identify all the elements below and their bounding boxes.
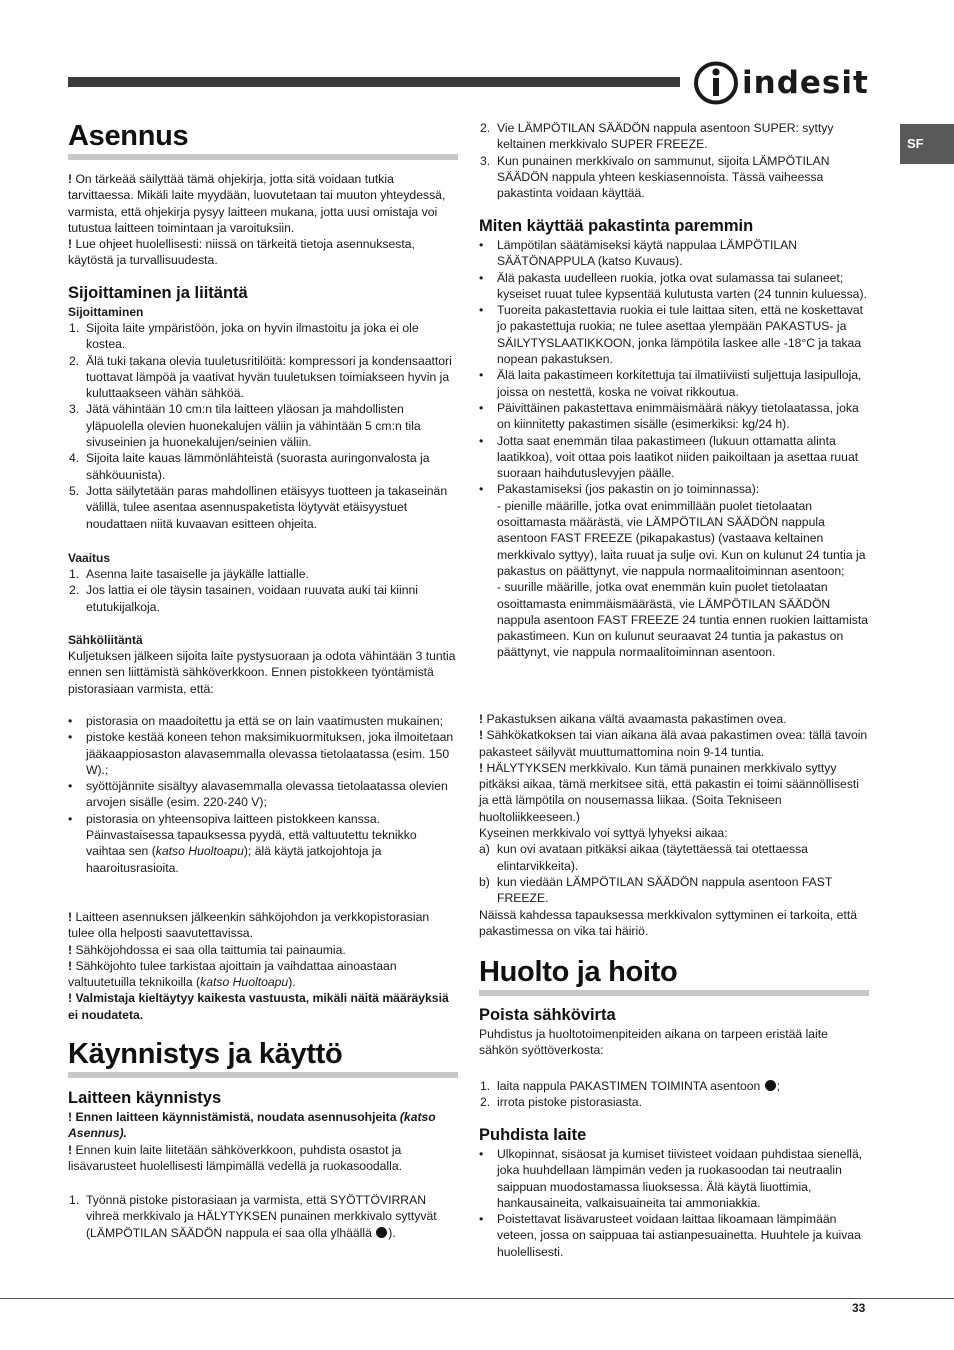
list-item: 4. Sijoita laite kauas lämmönlähteistä (suorasta auringonvalosta ja sähköuunista). xyxy=(69,451,430,482)
numbered-list xyxy=(479,120,869,201)
list-item: • Päivittäinen pakastettava enimmäismäärä näkyy tietolaatassa, joka on kiinnitetty pakastimen sisälle (esimerkiksi: kg/24 h). xyxy=(479,400,859,432)
list-item: 2. irrota pistoke pistorasiasta. xyxy=(480,1095,642,1110)
cross-reference: (katso Asennus). xyxy=(68,1110,436,1141)
section-rule xyxy=(68,1072,458,1078)
page-title-huolto: Huolto ja hoito xyxy=(479,956,678,988)
section-heading: Sijoittaminen ja liitäntä xyxy=(68,284,248,302)
numbered-list xyxy=(68,566,458,615)
list-item: a) kun ovi avataan pitkäksi aikaa (täytettäessä tai otettaessa elintarvikkeita). xyxy=(479,842,808,873)
huolto-heading-block xyxy=(479,956,869,996)
vaaitus-section xyxy=(68,550,458,615)
list-item: • Pakastamiseksi (jos pakastin on jo toiminnassa): - pienille määrille, jotka ovat enimmillään puolet tietolaatan osoittamasta määrästä, vie LÄMPÖTILAN SÄÄDÖN nappula asentoon FAST FREEZE (pikapakastus) (vastaava keltainen merkkivalo syttyy), laita ruuat ja sulje ovi. Kun on kulunut 24 tuntia ja pakastus on päättynyt, vie nappula normaalitoiminnan asentoon; - suurille määrille, jotka ovat enemmän kuin puolet tietolaatan osoittamasta enimmäismäärästä, vie LÄMPÖTILAN SÄÄDÖN nappula asentoon FAST FREEZE 24 tuntia ennen ruokien laittamista pakastimeen. Kun on kulunut seuraavat 24 tuntia ja pakastus on päättynyt, vie nappula normaalitoiminnan asentoon. xyxy=(479,482,869,660)
warning-paragraph: ! Pakastuksen aikana vältä avaamasta pakastimen ovea. xyxy=(479,712,787,726)
list-item: b) kun viedään LÄMPÖTILAN SÄÄDÖN nappula asentoon FAST FREEZE. xyxy=(479,874,833,906)
footer-rule xyxy=(0,1298,954,1299)
cross-reference: katso Huoltoapu xyxy=(155,844,244,859)
body-paragraph: Puhdistus ja huoltotoimenpiteiden aikana on tarpeen eristää laite sähkön syöttöverkosta: xyxy=(479,1027,828,1058)
list-item: • Tuoreita pakastettavia ruokia ei tule laittaa siten, että ne koskettavat jo pakastettuja ruokia; ne tulee asettaa ylempään PAKASTUS- ja SÄILYTYSLAATIKKOON, jonka lämpötila laskee alle -18°C ja takaa nopean pakastuksen. xyxy=(479,303,864,367)
asennus-heading-block xyxy=(68,120,458,160)
section-heading: Puhdista laite xyxy=(479,1126,587,1144)
knob-position-icon xyxy=(376,1227,387,1238)
bullet-list xyxy=(479,1146,869,1260)
numbered-list xyxy=(68,1192,458,1241)
list-item: 2. Jos lattia ei ole täysin tasainen, voidaan ruuvata auki tai kiinni etutukijalkoja. xyxy=(69,583,418,614)
warning-paragraph: ! Laitteen asennuksen jälkeenkin sähköjohdon ja verkkopistorasian tulee olla helposti saavutettavissa. xyxy=(68,910,430,941)
list-item: • Jotta saat enemmän tilaa pakastimeen (lukuun ottamatta alinta laatikkoa), voit ottaa pois laatikot niiden paikoiltaan ja asettaa ruuat suoraan haihdutuslevyjen päälle. xyxy=(479,433,859,481)
list-item: 2. Vie LÄMPÖTILAN SÄÄDÖN nappula asentoon SUPER: syttyy keltainen merkkivalo SUPER FREEZE. xyxy=(480,121,834,152)
cross-reference: katso Huoltoapu xyxy=(200,975,289,990)
kaynnistys-steps-continued xyxy=(479,120,869,201)
sahkoliitanta-checklist xyxy=(68,713,458,876)
numbered-list xyxy=(68,320,458,532)
body-paragraph: Kuljetuksen jälkeen sijoita laite pystysuoraan ja odota vähintään 3 tuntia ennen sen liittämistä sähköverkkoon. Ennen pistokkeen työntämistä pistorasiaan varmista, että: xyxy=(68,649,456,696)
sijoittaminen-section xyxy=(68,284,458,532)
warning-paragraph: ! Sähkökatkoksen tai vian aikana älä avaa pakastimen ovea: tällä tavoin pakasteet säilyvät muuttumattomina noin 9-14 tuntia. xyxy=(479,728,868,759)
list-item: • pistorasia on yhteensopiva laitteen pistokkeen kanssa. Päinvastaisessa tapauksessa pyydä, että valtuutettu teknikko vaihtaa sen (katso Huoltoapu); älä käytä jatkojohtoja ja haaroitusrasioita. xyxy=(68,811,417,875)
warning-paragraph: ! HÄLYTYKSEN merkkivalo. Kun tämä punainen merkkivalo syttyy pitkäksi aikaa, tämä merkitsee sitä, että pakastin ei toimi säännöllisesti ja että lämpötila on nousemassa liikaa. (Soita Tekniseen huoltoliikkeeseen.) xyxy=(479,760,860,824)
knob-position-icon xyxy=(765,1080,776,1091)
kaynnistys-section xyxy=(68,1089,458,1174)
section-rule xyxy=(68,154,458,160)
brand-mark-icon xyxy=(694,60,742,106)
list-item: 2. Älä tuki takana olevia tuuletusritilöitä: kompressori ja kondensaattori tuottavat lämpöä ja vaativat hyvän tuuletuksen toimiakseen hyvin ja kuluttaakseen vähän sähköä. xyxy=(69,353,452,401)
kaynnistys-steps xyxy=(68,1192,458,1241)
language-tab: SF xyxy=(900,124,954,164)
page-number: 33 xyxy=(852,1301,866,1315)
list-item: 1. laita nappula PAKASTIMEN TOIMINTA asentoon ; xyxy=(480,1079,781,1093)
list-item: • pistorasia on maadoitettu ja että se on lain vaatimusten mukainen; xyxy=(68,714,444,728)
page-title-kaytto: Käynnistys ja käyttö xyxy=(68,1038,343,1070)
warning-paragraph: ! Sähköjohdossa ei saa olla taittumia tai painaumia. xyxy=(68,942,346,957)
indesit-logo xyxy=(694,60,870,106)
list-item: • pistoke kestää koneen tehon maksimikuormituksen, joka ilmoitetaan jääkaappiosaston alavasemmalla olevassa tietolaatassa (esim. 150 W).; xyxy=(68,730,454,777)
list-item: 5. Jotta säilytetään paras mahdollinen etäisyys tuotteen ja takaseinän välillä, tulee asentaa asennuspaketista löytyvät etäisyystuet noudattaen niitä kuvaavan esitteen ohjeita. xyxy=(69,483,448,531)
miten-section xyxy=(479,217,869,661)
list-item: • Älä pakasta uudelleen ruokia, jotka ovat sulamassa tai sulaneet; kyseiset ruuat tulee kypsentää kulutusta varten (24 tunnin kuluessa). xyxy=(479,270,867,301)
poista-section xyxy=(479,1006,869,1059)
intro-paragraph: ! On tärkeää säilyttää tämä ohjekirja, jotta sitä voidaan tutkia tarvittaessa. Mikäli laite myydään, luovutetaan tai muuton yhteydessä, varmista, että ohjekirja pysyy laitteen mukana, jotta uusi omistaja voi tutustua laitteen toimintaan ja varoituksiin. xyxy=(68,172,446,235)
lettered-list xyxy=(479,841,869,906)
warning-mark: ! xyxy=(68,172,76,186)
page-title-asennus: Asennus xyxy=(68,120,189,152)
body-paragraph: Näissä kahdessa tapauksessa merkkivalon syttyminen ei tarkoita, että pakastimessa on vika tai häiriö. xyxy=(479,907,857,938)
body-paragraph: Kyseinen merkkivalo voi syttyä lyhyeksi aikaa: xyxy=(479,826,728,841)
poista-steps xyxy=(479,1078,869,1111)
puhdista-section xyxy=(479,1126,869,1260)
list-item: 1. Työnnä pistoke pistorasiaan ja varmista, että SYÖTTÖVIRRAN vihreä merkkivalo ja HÄLYTYKSEN punainen merkkivalo syttyvät (LÄMPÖTILAN SÄÄDÖN nappula ei saa olla ylhäällä ). xyxy=(69,1193,437,1240)
list-item: 1. Sijoita laite ympäristöön, joka on hyvin ilmastoitu ja joka ei ole kostea. xyxy=(69,321,419,352)
subsection-heading: Vaaitus xyxy=(68,551,111,565)
list-item: 1. Asenna laite tasaiselle ja jäykälle lattialle. xyxy=(69,567,309,581)
bullet-list xyxy=(479,237,869,661)
freezer-notes xyxy=(479,711,869,939)
section-heading: Poista sähkövirta xyxy=(479,1006,616,1024)
intro-paragraph: ! Lue ohjeet huolellisesti: niissä on tärkeitä tietoja asennuksesta, käytöstä ja turvallisuudesta. xyxy=(68,237,415,268)
numbered-list xyxy=(479,1078,869,1111)
sahkoliitanta-section xyxy=(68,632,458,697)
list-item: • Älä laita pakastimeen korkitettuja tai ilmatiiviisti suljettuja lasipulloja, joissa on nestettä, koska ne voivat rikkoutua. xyxy=(479,368,862,399)
warning-paragraph: ! Valmistaja kieltäytyy kaikesta vastuusta, mikäli näitä määräyksiä ei noudateta. xyxy=(68,991,449,1022)
section-heading: Miten käyttää pakastinta paremmin xyxy=(479,217,754,235)
warning-paragraph: ! Ennen laitteen käynnistämistä, noudata asennusohjeita (katso Asennus). xyxy=(68,1110,436,1141)
section-heading: Laitteen käynnistys xyxy=(68,1089,222,1107)
subsection-heading: Sähköliitäntä xyxy=(68,633,143,647)
warning-paragraph: ! Ennen kuin laite liitetään sähköverkkoon, puhdista osastot ja lisävarusteet huolellisesti lämpimällä vedellä ja ruokasoodalla. xyxy=(68,1142,402,1173)
section-rule xyxy=(479,990,869,996)
bullet-list xyxy=(68,713,458,876)
warning-paragraph: ! Sähköjohto tulee tarkistaa ajoittain ja vaihdattaa ainoastaan valtuutetuilla teknikoilla (katso Huoltoapu). xyxy=(68,958,397,990)
header-rule xyxy=(68,77,680,87)
warning-mark: ! xyxy=(68,237,76,252)
brand-name: indesit xyxy=(742,65,869,101)
safety-warnings xyxy=(68,909,458,1023)
list-item: • Ulkopinnat, sisäosat ja kumiset tiivisteet voidaan puhdistaa sienellä, joka huuhdellaan lämpimän veden ja ruokasoodan tai neutraalin saippuan muodostamassa liuoksessa. Älä käytä liuottimia, hankausaineita, valkaisuaineita tai ammoniakkia. xyxy=(479,1147,863,1210)
list-item: • Lämpötilan säätämiseksi käytä nappulaa LÄMPÖTILAN SÄÄTÖNAPPULA (katso Kuvaus). xyxy=(479,238,798,269)
subsection-heading: Sijoittaminen xyxy=(68,305,144,319)
list-item: 3. Jätä vähintään 10 cm:n tila laitteen yläosan ja mahdollisten yläpuolella olevien huonekalujen väliin ja vähintään 5 cm:n tila sivuseinien ja huonekalujen/seinien väliin. xyxy=(69,402,421,450)
kaytto-heading-block xyxy=(68,1038,458,1078)
list-item: • Poistettavat lisävarusteet voidaan laittaa likoamaan lämpimään veteen, jossa on saippuaa tai astianpesuainetta. Huuhtele ja kuivaa huolellisesti. xyxy=(479,1212,861,1259)
list-item: • syöttöjännite sisältyy alavasemmalla olevassa tietolaatassa olevien arvojen sisälle (esim. 220-240 V); xyxy=(68,779,448,810)
list-item: 3. Kun punainen merkkivalo on sammunut, sijoita LÄMPÖTILAN SÄÄDÖN nappula yhteen keskiasennoista. Tässä vaiheessa pakastinta voidaan käyttää. xyxy=(480,153,830,201)
asennus-intro xyxy=(68,171,458,269)
